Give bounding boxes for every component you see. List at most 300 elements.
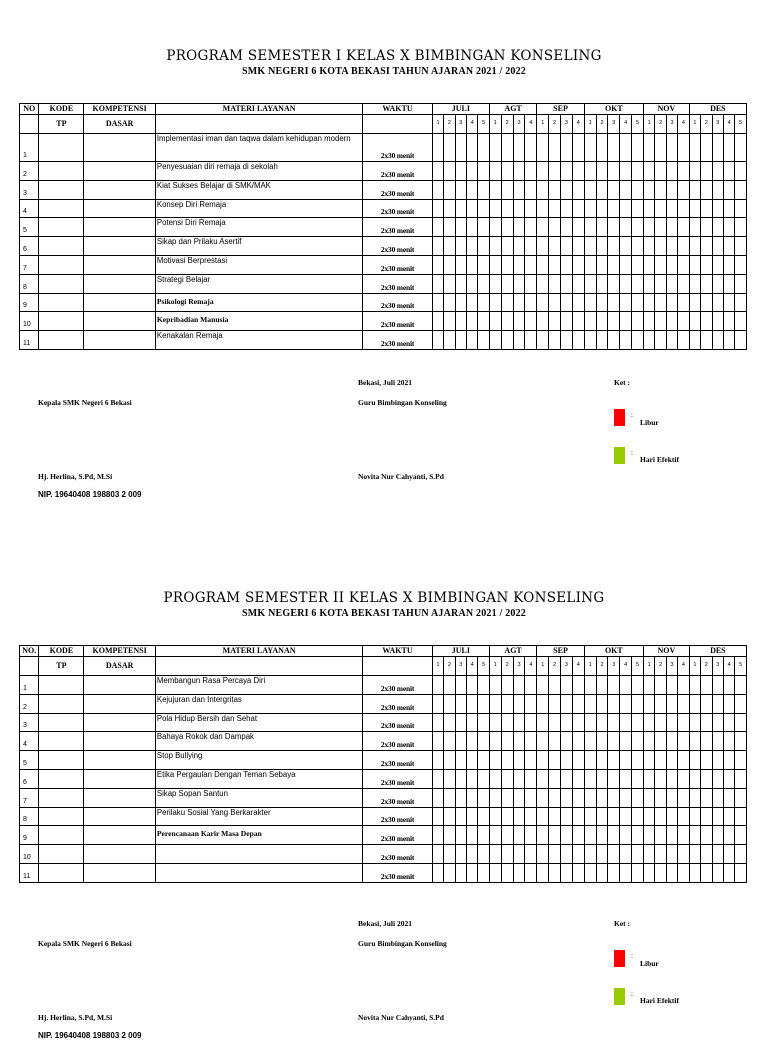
kode-tp-cell [39, 180, 84, 199]
week-cell [537, 863, 549, 882]
place-date: Bekasi, Juli 2021 [358, 919, 412, 928]
guru-label: Guru Bimbingan Konseling [358, 398, 447, 407]
week-cell [537, 134, 549, 162]
week-cell [549, 788, 561, 807]
week-cell [525, 312, 537, 331]
week-cell [489, 788, 501, 807]
week-cell [537, 312, 549, 331]
kode-tp-cell [39, 713, 84, 732]
week-cell [560, 751, 572, 770]
waktu-cell: 2x30 menit [363, 255, 432, 274]
header-row [20, 646, 747, 657]
week-cell [489, 312, 501, 331]
week-cell [584, 331, 596, 350]
table-row [20, 713, 747, 732]
row-number: 6 [20, 769, 39, 788]
week-cell [560, 162, 572, 181]
week-cell [655, 331, 666, 350]
week-cell [513, 751, 525, 770]
week-cell [643, 845, 654, 864]
week-cell [489, 274, 501, 293]
table-row [20, 218, 747, 237]
week-cell [596, 199, 608, 218]
week-cell [678, 293, 689, 312]
week-cell [501, 331, 513, 350]
week-cell [701, 218, 712, 237]
kode-tp-cell [39, 312, 84, 331]
week-cell [525, 199, 537, 218]
week-cell [666, 180, 677, 199]
week-cell [489, 769, 501, 788]
week-cell [549, 134, 561, 162]
week-cell [632, 218, 644, 237]
waktu-cell: 2x30 menit [363, 732, 432, 751]
week-cell [444, 331, 455, 350]
week-cell [596, 845, 608, 864]
week-cell [489, 676, 501, 695]
week-cell [478, 255, 489, 274]
week-cell [689, 293, 700, 312]
week-cell [735, 218, 747, 237]
kode-tp-cell [39, 769, 84, 788]
week-cell [632, 863, 644, 882]
kompetensi-dasar-cell [84, 134, 156, 162]
week-cell [444, 162, 455, 181]
week-number: 4 [467, 115, 478, 134]
week-cell [525, 180, 537, 199]
week-cell [525, 788, 537, 807]
col-kode: KODE [39, 646, 84, 657]
week-cell [501, 694, 513, 713]
week-cell [655, 788, 666, 807]
week-number: 2 [655, 657, 666, 676]
week-cell [478, 826, 489, 845]
materi-cell: Sikap dan Prilaku Asertif [155, 237, 362, 256]
week-cell [444, 237, 455, 256]
waktu-cell: 2x30 menit [363, 694, 432, 713]
table-row [20, 732, 747, 751]
row-number: 1 [20, 134, 39, 162]
week-cell [560, 713, 572, 732]
week-cell [525, 676, 537, 695]
week-cell [678, 788, 689, 807]
week-cell [549, 255, 561, 274]
week-cell [678, 162, 689, 181]
week-cell [501, 751, 513, 770]
semester-title: PROGRAM SEMESTER II KELAS X BIMBINGAN KONSELING [163, 590, 605, 606]
month-header: OKT [584, 646, 643, 657]
week-number: 4 [620, 115, 632, 134]
kompetensi-dasar-cell [84, 293, 156, 312]
week-cell [572, 162, 584, 181]
week-number: 2 [501, 115, 513, 134]
week-number: 2 [655, 115, 666, 134]
table-row [20, 255, 747, 274]
kode-tp-cell [39, 237, 84, 256]
week-cell [620, 751, 632, 770]
legend-efektif-swatch [614, 447, 625, 464]
guru-name: Novita Nur Cahyanti, S.Pd [358, 472, 444, 481]
week-cell [444, 676, 455, 695]
week-cell [596, 826, 608, 845]
week-cell [689, 162, 700, 181]
row-number: 10 [20, 845, 39, 864]
week-cell [723, 218, 734, 237]
week-cell [632, 237, 644, 256]
week-cell [701, 826, 712, 845]
week-cell [501, 713, 513, 732]
week-cell [596, 769, 608, 788]
week-cell [467, 676, 478, 695]
week-cell [655, 863, 666, 882]
week-cell [549, 199, 561, 218]
week-cell [643, 694, 654, 713]
week-cell [620, 826, 632, 845]
week-cell [432, 134, 443, 162]
week-cell [489, 199, 501, 218]
materi-cell: Kenakalan Remaja [155, 331, 362, 350]
header-row [20, 104, 747, 115]
kode-tp-cell [39, 218, 84, 237]
week-cell [455, 199, 466, 218]
week-cell [643, 255, 654, 274]
col-kompetensi-sub: DASAR [84, 115, 156, 134]
week-cell [455, 713, 466, 732]
legend-colon: : [631, 952, 633, 960]
week-cell [701, 751, 712, 770]
week-cell [723, 788, 734, 807]
week-cell [620, 863, 632, 882]
col-no-sub [20, 657, 39, 676]
week-cell [432, 788, 443, 807]
week-cell [689, 713, 700, 732]
week-cell [701, 863, 712, 882]
waktu-cell: 2x30 menit [363, 751, 432, 770]
week-cell [489, 180, 501, 199]
week-cell [643, 293, 654, 312]
week-cell [608, 162, 620, 181]
month-header: DES [689, 104, 746, 115]
week-cell [666, 732, 677, 751]
week-cell [723, 312, 734, 331]
week-cell [572, 751, 584, 770]
week-cell [478, 180, 489, 199]
week-cell [549, 312, 561, 331]
week-cell [723, 293, 734, 312]
week-cell [478, 293, 489, 312]
week-cell [489, 863, 501, 882]
week-cell [584, 694, 596, 713]
week-cell [701, 788, 712, 807]
materi-cell [155, 845, 362, 864]
week-cell [537, 199, 549, 218]
table-row [20, 676, 747, 695]
week-cell [655, 826, 666, 845]
week-cell [678, 732, 689, 751]
week-cell [525, 713, 537, 732]
week-cell [455, 218, 466, 237]
week-cell [572, 199, 584, 218]
week-cell [735, 826, 747, 845]
week-cell [620, 807, 632, 826]
week-cell [513, 788, 525, 807]
week-cell [735, 807, 747, 826]
week-cell [501, 732, 513, 751]
week-cell [655, 769, 666, 788]
col-no-sub [20, 115, 39, 134]
materi-cell: Psikologi Remaja [155, 293, 362, 312]
week-cell [501, 255, 513, 274]
week-cell [643, 807, 654, 826]
row-number: 2 [20, 694, 39, 713]
week-cell [537, 162, 549, 181]
month-header: NOV [643, 104, 689, 115]
week-cell [608, 218, 620, 237]
week-number: 1 [432, 115, 443, 134]
week-cell [666, 162, 677, 181]
week-cell [712, 807, 723, 826]
guru-name: Novita Nur Cahyanti, S.Pd [358, 1013, 444, 1022]
week-number: 4 [723, 115, 734, 134]
row-number: 9 [20, 293, 39, 312]
week-cell [478, 694, 489, 713]
week-cell [467, 218, 478, 237]
kode-tp-cell [39, 694, 84, 713]
week-cell [489, 807, 501, 826]
week-cell [735, 845, 747, 864]
week-cell [689, 845, 700, 864]
table-row [20, 312, 747, 331]
program-table [19, 645, 747, 883]
week-cell [643, 732, 654, 751]
week-cell [701, 331, 712, 350]
week-cell [432, 331, 443, 350]
week-cell [455, 769, 466, 788]
week-cell [666, 713, 677, 732]
week-cell [723, 134, 734, 162]
week-number: 1 [643, 657, 654, 676]
legend-colon: : [631, 449, 633, 457]
week-cell [478, 218, 489, 237]
week-cell [701, 162, 712, 181]
week-cell [712, 274, 723, 293]
week-cell [584, 134, 596, 162]
week-cell [701, 134, 712, 162]
week-cell [549, 845, 561, 864]
col-no: NO. [20, 646, 39, 657]
week-cell [501, 293, 513, 312]
week-number: 4 [572, 657, 584, 676]
week-cell [560, 694, 572, 713]
week-cell [432, 255, 443, 274]
week-cell [632, 199, 644, 218]
kompetensi-dasar-cell [84, 218, 156, 237]
week-cell [632, 312, 644, 331]
week-cell [560, 218, 572, 237]
week-cell [712, 713, 723, 732]
week-cell [560, 274, 572, 293]
week-cell [549, 237, 561, 256]
week-number: 1 [537, 115, 549, 134]
semester-title: PROGRAM SEMESTER I KELAS X BIMBINGAN KONSELING [166, 48, 602, 64]
week-cell [572, 676, 584, 695]
week-cell [643, 676, 654, 695]
week-number: 4 [467, 657, 478, 676]
week-cell [666, 312, 677, 331]
week-cell [467, 863, 478, 882]
week-number: 3 [560, 115, 572, 134]
week-cell [572, 807, 584, 826]
week-cell [537, 807, 549, 826]
place-date: Bekasi, Juli 2021 [358, 378, 412, 387]
week-cell [608, 237, 620, 256]
week-cell [678, 180, 689, 199]
week-cell [632, 134, 644, 162]
week-number: 4 [678, 657, 689, 676]
week-cell [478, 863, 489, 882]
week-cell [666, 134, 677, 162]
week-cell [525, 274, 537, 293]
materi-cell: Kejujuran dan Intergritas [155, 694, 362, 713]
week-cell [525, 826, 537, 845]
week-cell [513, 199, 525, 218]
kode-tp-cell [39, 162, 84, 181]
week-number: 3 [455, 657, 466, 676]
week-cell [489, 732, 501, 751]
row-number: 8 [20, 274, 39, 293]
col-materi-sub [155, 657, 362, 676]
week-cell [455, 134, 466, 162]
table-row [20, 199, 747, 218]
week-cell [432, 826, 443, 845]
week-cell [549, 274, 561, 293]
week-cell [596, 751, 608, 770]
week-cell [596, 676, 608, 695]
week-cell [584, 826, 596, 845]
week-cell [584, 807, 596, 826]
week-cell [596, 218, 608, 237]
week-cell [444, 732, 455, 751]
week-cell [596, 134, 608, 162]
week-cell [513, 826, 525, 845]
table-row [20, 331, 747, 350]
week-number: 1 [584, 657, 596, 676]
month-header: SEP [537, 646, 584, 657]
legend-efektif-swatch [614, 988, 625, 1005]
week-cell [478, 713, 489, 732]
kompetensi-dasar-cell [84, 845, 156, 864]
week-cell [632, 732, 644, 751]
week-cell [489, 218, 501, 237]
week-cell [432, 199, 443, 218]
week-cell [525, 807, 537, 826]
week-cell [678, 255, 689, 274]
week-cell [444, 312, 455, 331]
week-cell [467, 732, 478, 751]
week-cell [549, 751, 561, 770]
week-cell [478, 274, 489, 293]
week-cell [712, 162, 723, 181]
week-cell [596, 237, 608, 256]
kompetensi-dasar-cell [84, 732, 156, 751]
waktu-cell: 2x30 menit [363, 788, 432, 807]
kepala-name: Hj. Herlina, S.Pd, M.Si [38, 472, 113, 481]
week-cell [655, 845, 666, 864]
week-cell [596, 162, 608, 181]
week-cell [455, 293, 466, 312]
week-cell [513, 162, 525, 181]
kompetensi-dasar-cell [84, 331, 156, 350]
week-cell [620, 162, 632, 181]
week-cell [537, 237, 549, 256]
row-number: 7 [20, 788, 39, 807]
week-cell [467, 162, 478, 181]
materi-cell: Perilaku Sosial Yang Berkarakter [155, 807, 362, 826]
week-cell [501, 769, 513, 788]
kode-tp-cell [39, 826, 84, 845]
week-cell [501, 826, 513, 845]
week-cell [643, 237, 654, 256]
row-number: 9 [20, 826, 39, 845]
week-cell [501, 788, 513, 807]
week-cell [572, 694, 584, 713]
week-cell [584, 255, 596, 274]
kepala-name: Hj. Herlina, S.Pd, M.Si [38, 1013, 113, 1022]
week-cell [712, 788, 723, 807]
week-cell [689, 788, 700, 807]
col-no: NO [20, 104, 39, 115]
row-number: 5 [20, 218, 39, 237]
week-cell [643, 180, 654, 199]
week-cell [549, 676, 561, 695]
week-cell [608, 694, 620, 713]
week-cell [467, 769, 478, 788]
week-cell [584, 676, 596, 695]
week-cell [537, 845, 549, 864]
materi-cell: Pola Hidup Bersih dan Sehat [155, 713, 362, 732]
week-cell [608, 713, 620, 732]
week-cell [572, 293, 584, 312]
week-cell [620, 694, 632, 713]
week-cell [525, 293, 537, 312]
week-cell [455, 826, 466, 845]
week-cell [525, 769, 537, 788]
week-cell [596, 255, 608, 274]
nip: NIP. 19640408 198803 2 009 [38, 490, 142, 499]
waktu-cell: 2x30 menit [363, 713, 432, 732]
school-subtitle: SMK NEGERI 6 KOTA BEKASI TAHUN AJARAN 2021 / 2022 [241, 66, 526, 77]
materi-cell: Penyesuaian diri remaja di sekolah [155, 162, 362, 181]
waktu-cell: 2x30 menit [363, 845, 432, 864]
week-cell [620, 255, 632, 274]
legend-efektif-label: Hari Efektif [640, 996, 679, 1005]
materi-cell: Stop Bullying [155, 751, 362, 770]
table-row [20, 162, 747, 181]
week-cell [666, 845, 677, 864]
week-cell [513, 807, 525, 826]
week-cell [689, 676, 700, 695]
row-number: 7 [20, 255, 39, 274]
week-cell [572, 255, 584, 274]
week-cell [655, 162, 666, 181]
waktu-cell: 2x30 menit [363, 769, 432, 788]
row-number: 1 [20, 676, 39, 695]
week-cell [620, 788, 632, 807]
week-cell [655, 199, 666, 218]
week-cell [432, 769, 443, 788]
week-cell [632, 713, 644, 732]
month-header: AGT [489, 104, 536, 115]
